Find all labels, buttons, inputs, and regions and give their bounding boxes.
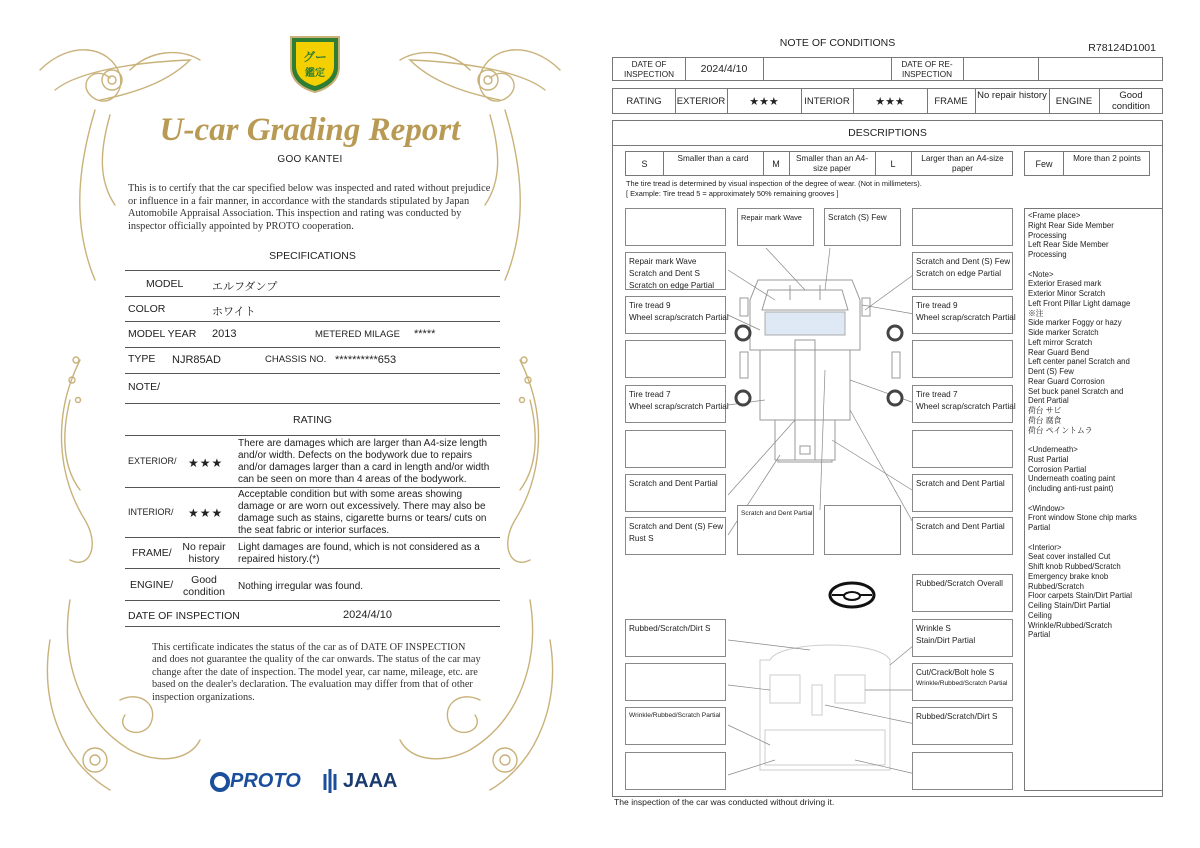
date-of-inspection-value: 2024/4/10 bbox=[343, 609, 392, 621]
model-year-value: 2013 bbox=[212, 328, 237, 340]
certificate-disclaimer: This certificate indicates the status of the car as of DATE OF INSPECTION and does not guarantee the quality of the car onwards. The status of the car may change after the date of inspection. The model year, car name, mileage, etc. are based on the dealer's declaration. The evaluation may differ from that of other inspection organizations. bbox=[152, 642, 481, 703]
mileage-label: METERED MILAGE bbox=[315, 329, 400, 340]
note-line: Side marker Foggy or hazy bbox=[1028, 318, 1122, 328]
note-line: Left center panel Scratch and bbox=[1028, 357, 1130, 367]
damage-note: Rubbed/Scratch Overall bbox=[916, 579, 1003, 588]
frame-value: No repair history bbox=[182, 541, 226, 565]
divider bbox=[125, 487, 500, 488]
damage-box bbox=[625, 340, 726, 378]
damage-box bbox=[912, 296, 1016, 334]
proto-logo-icon bbox=[210, 772, 230, 792]
descriptions-heading: DESCRIPTIONS bbox=[613, 121, 1162, 146]
certification-statement: This is to certify that the car specified below was inspected and rated without prejudice or influence in a fair manner, in accordance with the standards stipulated by Japan Automobile Appraisal Association. This inspection and rating was conducted by inspector officially appointed by PROTO cooperation. bbox=[128, 183, 491, 232]
damage-box bbox=[625, 619, 726, 657]
note-line: Seat cover installed Cut bbox=[1028, 552, 1111, 562]
interior-label: INTERIOR bbox=[804, 96, 850, 107]
damage-box bbox=[625, 517, 726, 555]
legend-l: L bbox=[890, 159, 896, 169]
damage-box bbox=[912, 574, 1013, 612]
divider bbox=[125, 537, 500, 538]
steering-wheel-icon bbox=[830, 583, 874, 607]
note-line: Wrinkle/Rubbed/Scratch bbox=[1028, 620, 1112, 630]
certificate-title bbox=[150, 100, 470, 154]
damage-note: Wrinkle S Stain/Dirt Partial bbox=[916, 624, 976, 645]
tread-note: The tire tread is determined by visual inspection of the degree of wear. (Not in millimeters). bbox=[626, 179, 922, 188]
damage-box bbox=[912, 385, 1016, 423]
note-line: Dent Partial bbox=[1028, 396, 1069, 406]
note-line: Left Front Pillar Light damage bbox=[1028, 298, 1131, 308]
damage-note: Scratch and Dent (S) Few Scratch on edge Partial bbox=[916, 257, 1011, 278]
note-line: <Note> bbox=[1028, 269, 1054, 279]
divider bbox=[125, 600, 500, 601]
legend-few-text: More than 2 points bbox=[1073, 154, 1141, 163]
model-year-label: MODEL YEAR bbox=[128, 328, 197, 340]
note-line: <Window> bbox=[1028, 503, 1065, 513]
damage-box bbox=[625, 707, 726, 745]
mileage-value: ***** bbox=[414, 328, 436, 340]
note-line: ※注 bbox=[1028, 308, 1044, 318]
note-line: Processing bbox=[1028, 230, 1067, 240]
note-line: (including anti-rust paint) bbox=[1028, 484, 1114, 493]
divider bbox=[125, 435, 500, 436]
color-label: COLOR bbox=[128, 303, 166, 315]
damage-box bbox=[912, 752, 1013, 790]
divider bbox=[125, 568, 500, 569]
note-line: Underneath coating paint bbox=[1028, 474, 1116, 484]
note-line: Ceiling Stain/Dirt Partial bbox=[1028, 601, 1111, 610]
svg-text:グー: グー bbox=[302, 50, 328, 64]
note-line: Front window Stone chip marks bbox=[1028, 513, 1137, 523]
note-spacer bbox=[1028, 260, 1159, 270]
proto-logo: PROTO bbox=[230, 770, 301, 792]
note-spacer bbox=[1028, 435, 1159, 445]
note-line: Exterior Erased mark bbox=[1028, 279, 1102, 289]
damage-note: Scratch (S) Few bbox=[828, 213, 887, 222]
interior-stars: ★★★ bbox=[875, 96, 905, 108]
exterior-label: EXTERIOR/ bbox=[128, 456, 177, 466]
tire-icons bbox=[736, 326, 902, 405]
frame-value: No repair history bbox=[977, 90, 1047, 101]
damage-box bbox=[625, 208, 726, 246]
damage-box bbox=[737, 505, 814, 555]
divider bbox=[125, 347, 500, 348]
note-line: Partial bbox=[1028, 523, 1051, 532]
date-of-inspection-label: DATE OF INSPECTION bbox=[128, 610, 240, 622]
damage-note: Tire tread 9 Wheel scrap/scratch Partial bbox=[916, 301, 1016, 322]
model-value: エルフダンプ bbox=[212, 281, 278, 293]
engine-label: ENGINE bbox=[1055, 96, 1093, 107]
damage-note: Scratch and Dent Partial bbox=[916, 522, 1005, 531]
jaaa-logo-icon bbox=[320, 768, 340, 794]
note-line: <Underneath> bbox=[1028, 445, 1078, 454]
detail-notes bbox=[1024, 208, 1163, 791]
damage-box bbox=[912, 619, 1013, 657]
date-of-inspection-label: DATE OF INSPECTION bbox=[623, 60, 675, 79]
damage-box bbox=[824, 505, 901, 555]
damage-box bbox=[912, 707, 1013, 745]
damage-box bbox=[912, 474, 1013, 512]
note-line: Rear Guard Bend bbox=[1028, 347, 1090, 357]
exterior-description: There are damages which are larger than A4-size length and/or width. Defects on the bodywork due to repairs and/or damages larger than a card in length and/or width can be seen on more than 4 areas of the bodywork. bbox=[238, 438, 490, 485]
form-title: NOTE OF CONDITIONS bbox=[779, 37, 896, 49]
date-of-inspection-value: 2024/4/10 bbox=[700, 63, 748, 75]
divider bbox=[125, 626, 500, 627]
reference-number: R78124D1001 bbox=[1088, 42, 1156, 54]
chassis-label: CHASSIS NO. bbox=[265, 354, 327, 365]
svg-text:鑑定: 鑑定 bbox=[305, 68, 325, 79]
note-line: Side marker Scratch bbox=[1028, 328, 1099, 337]
damage-note: Repair mark Wave Scratch and Dent S Scratch on edge Partial bbox=[629, 257, 715, 290]
note-line: 荷台 ペイントムラ bbox=[1028, 425, 1093, 435]
damage-note: Rubbed/Scratch/Dirt S bbox=[916, 712, 998, 721]
interior-stars: ★★★ bbox=[188, 506, 224, 520]
footer-note: The inspection of the car was conducted without driving it. bbox=[614, 797, 835, 807]
note-line: Processing bbox=[1028, 250, 1067, 259]
logo-row bbox=[210, 768, 410, 798]
interior-label: INTERIOR/ bbox=[128, 507, 174, 517]
engine-label: ENGINE/ bbox=[130, 579, 174, 591]
type-label: TYPE bbox=[128, 353, 156, 365]
damage-box bbox=[912, 208, 1013, 246]
damage-box bbox=[625, 296, 729, 334]
note-line: Dent (S) Few bbox=[1028, 367, 1074, 376]
note-spacer bbox=[1028, 533, 1159, 543]
damage-note: Rubbed/Scratch/Dirt S bbox=[629, 624, 711, 633]
divider bbox=[125, 296, 500, 297]
interior-description: Acceptable condition but with some areas showing damage or are worn out excessively. There may also be damage such as stains, cigarette burns or tears/ cuts on the seat fabric or interior surfaces. bbox=[238, 489, 487, 536]
note-line: Set buck panel Scratch and bbox=[1028, 386, 1124, 396]
note-line: 荷台 サビ bbox=[1028, 406, 1062, 415]
note-line: Ceiling bbox=[1028, 610, 1052, 620]
damage-note: Wrinkle/Rubbed/Scratch Partial bbox=[916, 680, 1008, 687]
note-line: Rear Guard Corrosion bbox=[1028, 376, 1105, 386]
damage-box bbox=[625, 385, 729, 423]
exterior-stars: ★★★ bbox=[749, 96, 779, 108]
damage-box bbox=[912, 430, 1013, 468]
type-value: NJR85AD bbox=[172, 354, 221, 366]
damage-note: Scratch and Dent Partial bbox=[916, 479, 1005, 488]
legend-l-text: Larger than an A4-size paper bbox=[921, 154, 1004, 173]
damage-box bbox=[824, 208, 901, 246]
damage-box bbox=[625, 474, 726, 512]
divider bbox=[125, 403, 500, 404]
specifications-heading: SPECIFICATIONS bbox=[269, 250, 356, 262]
note-line: Exterior Minor Scratch bbox=[1028, 289, 1106, 298]
engine-value: Good condition bbox=[182, 574, 226, 598]
exterior-label: EXTERIOR bbox=[676, 96, 726, 107]
divider bbox=[125, 321, 500, 322]
rating-heading: RATING bbox=[293, 414, 332, 426]
note-line: 荷台 腐食 bbox=[1028, 415, 1062, 425]
note-line: Emergency brake knob bbox=[1028, 571, 1109, 581]
legend-m: M bbox=[772, 159, 780, 169]
tread-example: [ Example: Tire tread 5 = approximately 50% remaining grooves ] bbox=[626, 189, 839, 198]
damage-note: Repair mark Wave bbox=[741, 213, 802, 222]
engine-description: Nothing irregular was found. bbox=[238, 581, 364, 592]
engine-value: Good condition bbox=[1111, 90, 1151, 112]
legend-few: Few bbox=[1035, 159, 1053, 169]
jaaa-logo: JAAA bbox=[343, 770, 398, 792]
note-line: Rust Partial bbox=[1028, 454, 1069, 464]
divider bbox=[125, 373, 500, 374]
note-line: <Frame place> bbox=[1028, 211, 1081, 220]
damage-note: Scratch and Dent Partial bbox=[629, 479, 718, 488]
frame-description: Light damages are found, which is not considered as a repaired history.(*) bbox=[238, 542, 480, 565]
legend-s-text: Smaller than a card bbox=[677, 154, 749, 163]
frame-label: FRAME/ bbox=[132, 547, 172, 559]
damage-note: Scratch and Dent (S) Few Rust S bbox=[629, 522, 724, 543]
legend-m-text: Smaller than an A4-size paper bbox=[796, 154, 868, 173]
exterior-stars: ★★★ bbox=[188, 456, 224, 470]
note-line: Partial bbox=[1028, 630, 1051, 640]
note-line: Corrosion Partial bbox=[1028, 464, 1087, 474]
note-line: Right Rear Side Member bbox=[1028, 220, 1114, 230]
damage-note: Tire tread 9 Wheel scrap/scratch Partial bbox=[629, 301, 729, 322]
note-line: Left mirror Scratch bbox=[1028, 337, 1093, 347]
chassis-value: **********653 bbox=[335, 354, 397, 366]
damage-box bbox=[912, 663, 1013, 701]
damage-box bbox=[912, 340, 1013, 378]
goo-kantei-badge-icon bbox=[287, 31, 343, 93]
note-line: Left Rear Side Member bbox=[1028, 240, 1109, 250]
damage-box bbox=[912, 252, 1013, 290]
damage-box bbox=[737, 208, 814, 246]
note-line: Shift knob Rubbed/Scratch bbox=[1028, 562, 1121, 571]
color-value: ホワイト bbox=[212, 306, 256, 318]
damage-note: Tire tread 7 Wheel scrap/scratch Partial bbox=[916, 390, 1016, 411]
model-label: MODEL bbox=[146, 278, 184, 290]
note-of-conditions-form bbox=[600, 0, 1200, 848]
note-line: Rubbed/Scratch bbox=[1028, 581, 1084, 591]
divider bbox=[125, 270, 500, 271]
damage-box bbox=[912, 517, 1013, 555]
note-line: Floor carpets Stain/Dirt Partial bbox=[1028, 591, 1132, 601]
rating-label: RATING bbox=[626, 96, 662, 107]
frame-label: FRAME bbox=[934, 96, 968, 107]
issuer-name: GOO KANTEI bbox=[277, 154, 343, 165]
damage-box bbox=[625, 252, 726, 290]
damage-box bbox=[625, 430, 726, 468]
date-of-reinspection-label: DATE OF RE-INSPECTION bbox=[901, 60, 953, 79]
damage-note: Wrinkle/Rubbed/Scratch Partial bbox=[629, 712, 721, 719]
note-label: NOTE/ bbox=[128, 381, 161, 393]
note-spacer bbox=[1028, 494, 1159, 504]
damage-box bbox=[625, 752, 726, 790]
damage-note: Tire tread 7 Wheel scrap/scratch Partial bbox=[629, 390, 729, 411]
legend-s: S bbox=[641, 159, 648, 169]
damage-note: Cut/Crack/Bolt hole S bbox=[916, 668, 995, 677]
damage-note: Scratch and Dent Partial bbox=[741, 510, 813, 517]
note-line: <Interior> bbox=[1028, 542, 1062, 552]
svg-text:U-car Grading Report: U-car Grading Report bbox=[159, 112, 461, 148]
damage-box bbox=[625, 663, 726, 701]
